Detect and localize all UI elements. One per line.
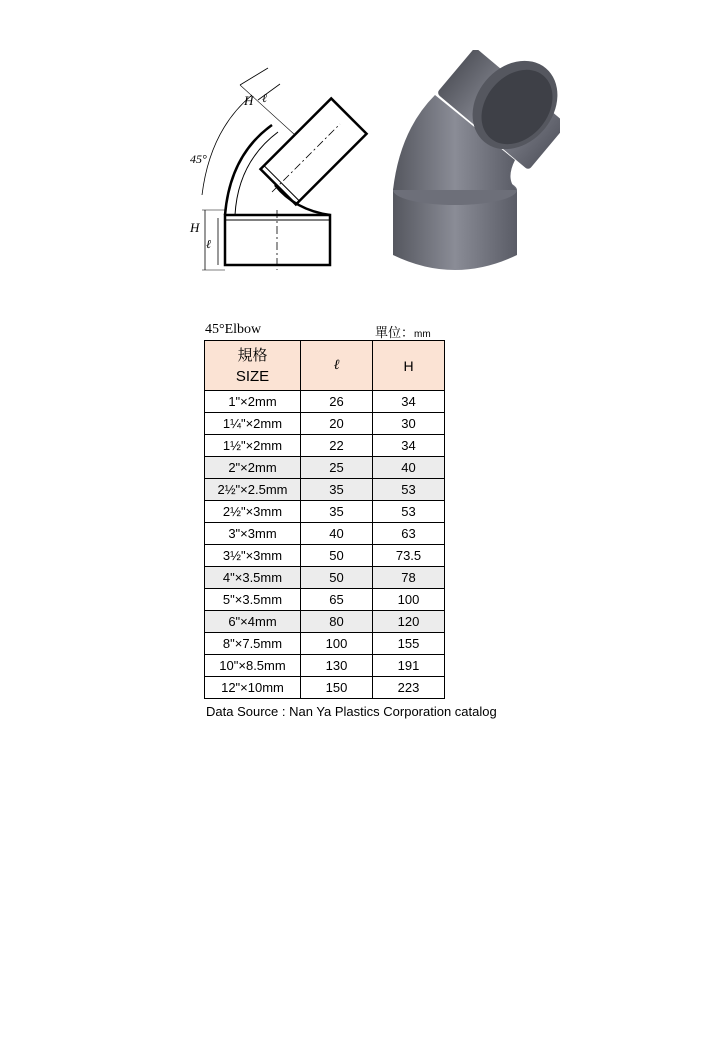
table-row [205,391,445,413]
h-dimension-label: H [190,220,200,235]
l-dimension-label: ℓ [206,237,211,251]
l-cell: 26 [301,391,373,413]
elbow-product-image [385,50,560,275]
h-cell: 53 [373,501,445,523]
size-header-en: SIZE [235,367,270,385]
table-caption [205,322,445,340]
size-cell: 4"×3.5mm [205,567,301,589]
size-cell: 12"×10mm [205,677,301,699]
data-source-note: Data Source : Nan Ya Plastics Corporation catalog [206,704,497,719]
l-cell: 20 [301,413,373,435]
table-row [205,677,445,699]
l-header: ℓ [301,341,373,391]
table-row [205,457,445,479]
size-cell: 8"×7.5mm [205,633,301,655]
dimension-table [204,340,445,699]
size-cell: 2"×2mm [205,457,301,479]
l-cell: 35 [301,479,373,501]
unit-value: mm [414,329,431,340]
unit-label [375,322,431,341]
size-cell: 1¼"×2mm [205,413,301,435]
h-cell: 40 [373,457,445,479]
table-row [205,435,445,457]
table-row [205,567,445,589]
angle-label: 45° [190,152,207,166]
table-row [205,611,445,633]
l-cell: 40 [301,523,373,545]
l-cell: 80 [301,611,373,633]
l-cell: 65 [301,589,373,611]
h-cell: 63 [373,523,445,545]
table-row [205,633,445,655]
h-cell: 120 [373,611,445,633]
size-header [205,341,301,391]
size-cell: 10"×8.5mm [205,655,301,677]
size-cell: 1"×2mm [205,391,301,413]
size-header-zh: 規格 [237,346,268,364]
size-cell: 2½"×2.5mm [205,479,301,501]
elbow-dimension-diagram [180,60,370,285]
h-header: H [373,341,445,391]
table-row [205,655,445,677]
size-cell: 3"×3mm [205,523,301,545]
h-cell: 100 [373,589,445,611]
l-cell: 50 [301,567,373,589]
l-cell: 22 [301,435,373,457]
table-row [205,523,445,545]
table-title: 45°Elbow [205,322,262,337]
table-row [205,501,445,523]
l-cell: 100 [301,633,373,655]
size-cell: 2½"×3mm [205,501,301,523]
table-row [205,413,445,435]
table-body [205,391,445,699]
h-cell: 30 [373,413,445,435]
h-cell: 191 [373,655,445,677]
table-header-row [205,341,445,391]
size-cell: 1½"×2mm [205,435,301,457]
l-cell: 50 [301,545,373,567]
l-dimension-label-upper: ℓ [262,91,267,105]
h-cell: 73.5 [373,545,445,567]
table-row [205,589,445,611]
h-cell: 34 [373,435,445,457]
size-cell: 6"×4mm [205,611,301,633]
h-cell: 155 [373,633,445,655]
h-cell: 34 [373,391,445,413]
l-cell: 35 [301,501,373,523]
table-row [205,479,445,501]
h-cell: 78 [373,567,445,589]
size-cell: 3½"×3mm [205,545,301,567]
l-cell: 25 [301,457,373,479]
size-cell: 5"×3.5mm [205,589,301,611]
h-cell: 223 [373,677,445,699]
h-dimension-label-upper: H [244,93,254,108]
unit-prefix: 單位： [375,325,415,340]
table-row [205,545,445,567]
l-cell: 150 [301,677,373,699]
l-cell: 130 [301,655,373,677]
h-cell: 53 [373,479,445,501]
